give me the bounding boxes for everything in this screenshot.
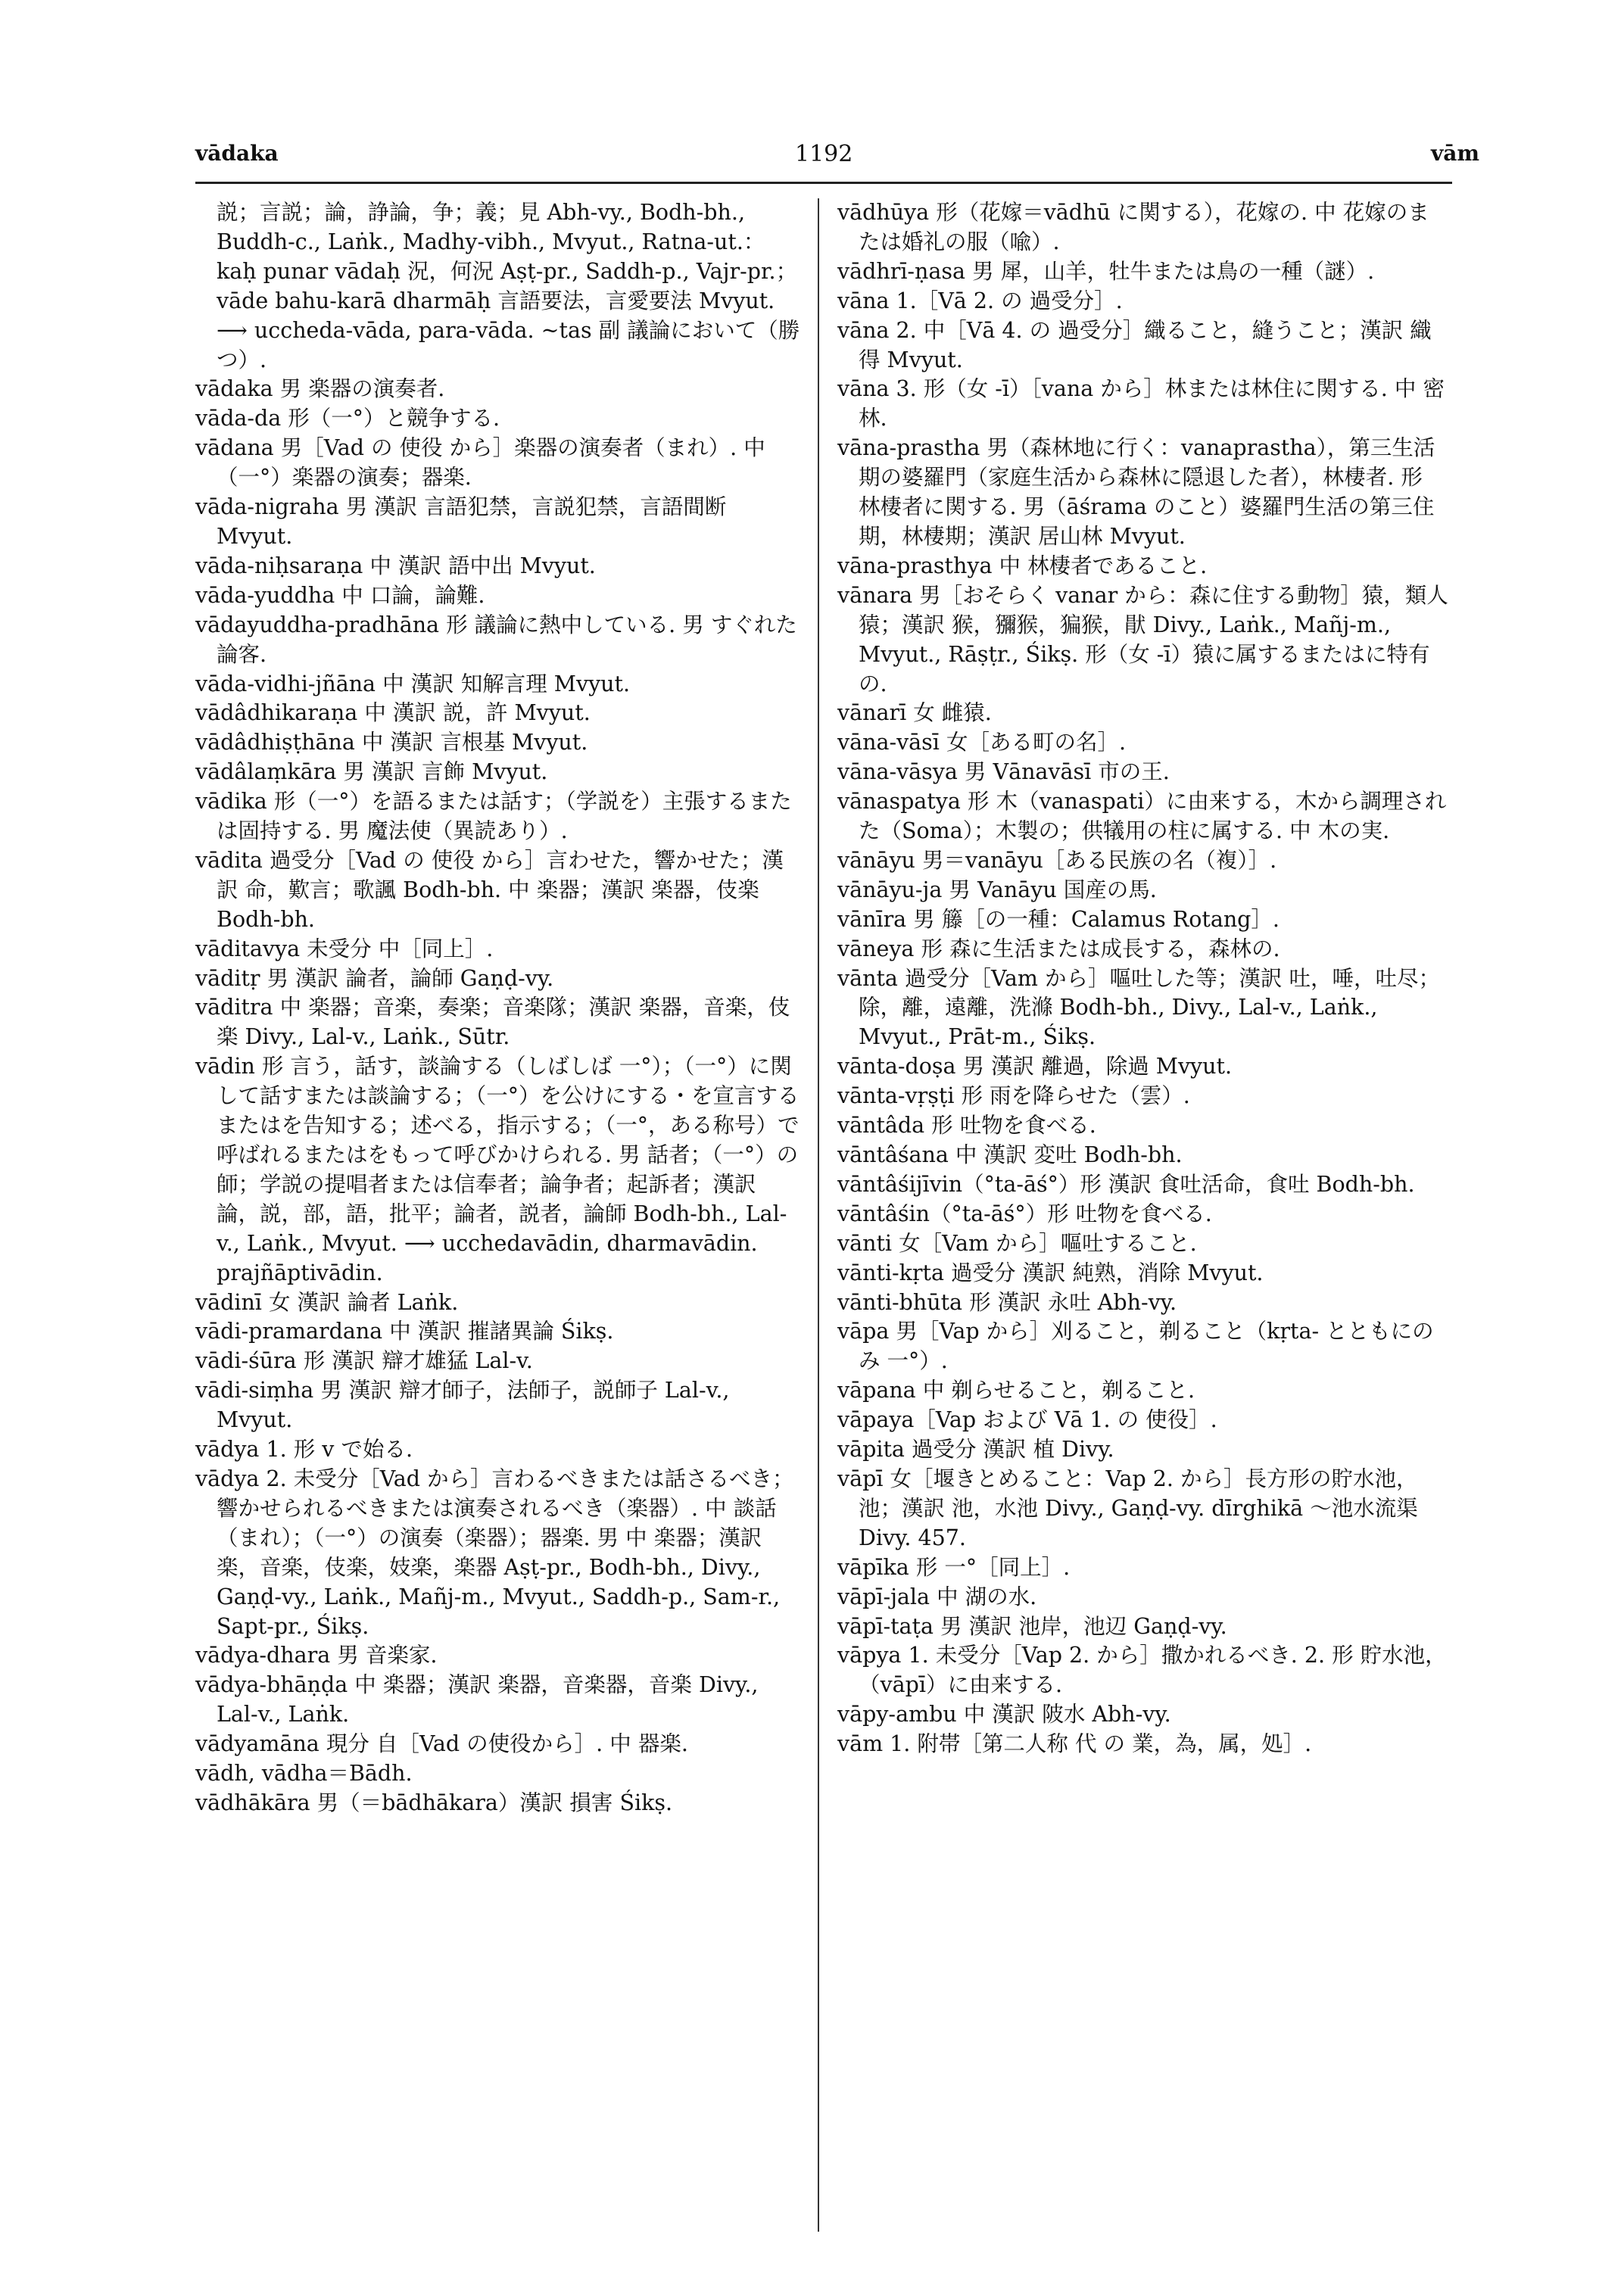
dictionary-entry: vādâdhikaraṇa 中 漢訳 説，許 Mvyut.	[195, 700, 591, 726]
dictionary-entry: vāda-niḥsaraṇa 中 漢訳 語中出 Mvyut.	[195, 553, 596, 578]
running-head-left: vādaka	[195, 141, 279, 166]
dictionary-entry: vānāyu-ja 男 Vanāyu 国産の馬.	[837, 877, 1157, 902]
dictionary-entry: vādinī 女 漢訳 論者 Laṅk.	[195, 1289, 459, 1315]
dictionary-entry: vādi-pramardana 中 漢訳 摧諸異論 Śikṣ.	[195, 1319, 614, 1344]
dictionary-entry: vāneya 形 森に生活または成長する，森林の.	[837, 936, 1280, 961]
dictionary-entry: vāna-prastha 男（森林地に行く：vanaprastha），第三生活期の婆羅門（家庭生活から森林に隠退した者），林棲者. 形 林棲者に関する. 男（āśrama のこと）婆羅門生活の第三住期，林棲期；漢訳 居山林 Mvyut.	[837, 435, 1435, 549]
dictionary-entry: vānta-vṛṣṭi 形 雨を降らせた（雲）.	[837, 1083, 1190, 1109]
dictionary-entry: vām 1. 附帯［第二人称 代 の 業，為，属，処］.	[837, 1731, 1312, 1757]
dictionary-entry: vāda-yuddha 中 口論，論難.	[195, 582, 485, 608]
dictionary-entry: vādi-śūra 形 漢訳 辯才雄猛 Lal-v.	[195, 1348, 533, 1374]
dictionary-entry: vāditra 中 楽器；音楽，奏楽；音楽隊；漢訳 楽器，音楽，伎楽 Divy., Lal-v., Laṅk., Sūtr.	[195, 995, 790, 1050]
dictionary-entry: vāpaya［Vap および Vā 1. の 使役］.	[837, 1407, 1217, 1433]
dictionary-entry: vādin 形 言う，話す，談論する（しばしば 一°）；（一°）に関して話すまたは談論する；（一°）を公けにする・を宣言するまたはを告知する；述べる，指示する；（一°，ある称号）で呼ばれるまたはをもって呼びかけられる. 男 話者；（一°）の師；学説の提唱者または信奉者；論争者；起訴者；漢訳 論，説，部，語，批平；論者，説者，論師 Bodh-bh., Lal-v., Laṅk., Mvyut. ⟶ ucchedavādin, dharmavādin. prajñāptivādin.	[195, 1054, 800, 1285]
dictionary-entry: vānti-kṛta 過受分 漢訳 純熟，消除 Mvyut.	[837, 1260, 1264, 1285]
dictionary-entry: vāditṛ 男 漢訳 論者，論師 Gaṇḍ-vy.	[195, 965, 554, 991]
column-divider	[818, 198, 819, 2232]
dictionary-entry: vāda-da 形（一°）と競争する.	[195, 406, 500, 431]
dictionary-entry: vādi-siṃha 男 漢訳 辯才師子，法師子，説師子 Lal-v., Mvyut.	[195, 1378, 730, 1433]
dictionary-entry: vāntâda 形 吐物を食べる.	[837, 1113, 1096, 1139]
dictionary-entry: vāpī 女［堰きとめること：Vap 2. から］長方形の貯水池，池；漢訳 池，水池 Divy., Gaṇḍ-vy. dīrghikā ～池水流渠 Divy. 457.	[837, 1466, 1418, 1550]
dictionary-entry: vāditavya 未受分 中［同上］.	[195, 936, 494, 961]
dictionary-entry: vāda-nigraha 男 漢訳 言語犯禁，言説犯禁，言語間断 Mvyut.	[195, 494, 727, 549]
page-number: 1192	[795, 141, 853, 167]
dictionary-entry: vāntâśana 中 漢訳 変吐 Bodh-bh.	[837, 1142, 1183, 1167]
running-head-right: vām	[1431, 141, 1480, 166]
dictionary-entry: vāpa 男［Vap から］刈ること，剃ること（kṛta- とともにのみ 一°）.	[837, 1319, 1434, 1374]
dictionary-entry: vānarī 女 雌猿.	[837, 700, 992, 726]
dictionary-entry: vānīra 男 籐［の一種：Calamus Rotang］.	[837, 906, 1280, 932]
dictionary-entry: vādaka 男 楽器の演奏者.	[195, 376, 445, 402]
dictionary-entry: vānti-bhūta 形 漢訳 永吐 Abh-vy.	[837, 1289, 1177, 1315]
dictionary-entry: vādya-dhara 男 音楽家.	[195, 1643, 438, 1668]
dictionary-entry: vādhrī-ṇasa 男 犀，山羊，牡牛または鳥の一種（謎）.	[837, 258, 1375, 284]
dictionary-entry: vādya 2. 未受分［Vad から］言わるべきまたは話さるべき；響かせられるべきまたは演奏されるべき（楽器）. 中 談話（まれ）；（一°）の演奏（楽器）；器楽. 男 中 楽器；漢訳 楽，音楽，伎楽，妓楽，楽器 Aṣṭ-pr., Bodh-bh., Divy., Gaṇḍ-vy., Laṅk., Mañj-m., Mvyut., Saddh-p., Sam-r., Sapt-pr., Śikṣ.	[195, 1466, 794, 1639]
dictionary-entry: vāpī-jala 中 湖の水.	[837, 1584, 1037, 1609]
header-rule	[195, 182, 1452, 184]
dictionary-entry: vāntâśijīvin（°ta-āś°）形 漢訳 食吐活命，食吐 Bodh-bh.	[837, 1171, 1415, 1197]
dictionary-entry: vānāyu 男＝vanāyu［ある民族の名（複）］.	[837, 847, 1277, 873]
dictionary-entry: vāpīka 形 一°［同上］.	[837, 1554, 1071, 1580]
dictionary-entry: vānta-doṣa 男 漢訳 離過，除過 Mvyut.	[837, 1054, 1233, 1080]
dictionary-entry: vāpita 過受分 漢訳 植 Divy.	[837, 1437, 1114, 1463]
right-column	[837, 198, 1451, 1759]
dictionary-entry: vānta 過受分［Vam から］嘔吐した等；漢訳 吐，唾，吐尽；除，離，遠離，洗滌 Bodh-bh., Divy., Lal-v., Laṅk., Mvyut., Prāt-m., Śikṣ.	[837, 965, 1441, 1050]
dictionary-entry: vāpana 中 剃らせること，剃ること.	[837, 1378, 1195, 1404]
left-column	[195, 198, 801, 1818]
dictionary-entry: vādayuddha-pradhāna 形 議論に熱中している. 男 すぐれた論客.	[195, 612, 797, 667]
dictionary-entry: vādh, vādha＝Bādh.	[195, 1761, 413, 1787]
dictionary-entry: vāna 2. 中［Vā 4. の 過受分］織ること，縫うこと；漢訳 織得 Mvyut.	[837, 317, 1432, 372]
dictionary-entry: vāda-vidhi-jñāna 中 漢訳 知解言理 Mvyut.	[195, 671, 631, 696]
dictionary-entry: 説；言説；論，諍論，争；義；見 Abh-vy., Bodh-bh., Buddh-c., Laṅk., Madhy-vibh., Mvyut., Ratna-ut.：kaḥ punar vādaḥ 況，何況 Aṣṭ-pr., Saddh-p., Vajr-pr.；vāde bahu-karā dharmāḥ 言語要法，言愛要法 Mvyut. ⟶ uccheda-vāda, para-vāda. ~tas 副 議論において（勝つ）.	[217, 200, 800, 372]
dictionary-entry: vāna-vāsya 男 Vānavāsī 市の王.	[837, 759, 1170, 785]
dictionary-entry: vādyamāna 現分 自［Vad の使役から］. 中 器楽.	[195, 1731, 688, 1757]
dictionary-entry: vādhākāra 男（＝bādhākara）漢訳 損害 Śikṣ.	[195, 1790, 673, 1815]
dictionary-entry: vāpya 1. 未受分［Vap 2. から］撒かれるべき. 2. 形 貯水池，（vāpī）に由来する.	[837, 1643, 1447, 1698]
dictionary-entry: vānti 女［Vam から］嘔吐すること.	[837, 1230, 1197, 1256]
dictionary-entry: vāna 3. 形（女 -ī）［vana から］林または林住に関する. 中 密林.	[837, 376, 1445, 431]
dictionary-entry: vāpy-ambu 中 漢訳 陂水 Abh-vy.	[837, 1702, 1171, 1728]
dictionary-entry: vādâdhiṣṭhāna 中 漢訳 言根基 Mvyut.	[195, 730, 588, 756]
dictionary-entry: vāna-vāsī 女［ある町の名］.	[837, 730, 1127, 756]
dictionary-entry: vānaspatya 形 木（vanaspati）に由来する，木から調理された（Soma）；木製の；供犠用の柱に属する. 中 木の実.	[837, 789, 1447, 844]
dictionary-entry: vādita 過受分［Vad の 使役 から］言わせた，響かせた；漢訳 命，歎言；歌諷 Bodh-bh. 中 楽器；漢訳 楽器，伎楽 Bodh-bh.	[195, 847, 784, 932]
dictionary-entry: vāpī-taṭa 男 漢訳 池岸，池辺 Gaṇḍ-vy.	[837, 1613, 1227, 1639]
dictionary-entry: vāna-prasthya 中 林棲者であること.	[837, 553, 1208, 578]
dictionary-entry: vāntâśin（°ta-āś°）形 吐物を食べる.	[837, 1201, 1212, 1226]
dictionary-entry: vādya 1. 形 v で始る.	[195, 1437, 413, 1463]
dictionary-entry: vādana 男［Vad の 使役 から］楽器の演奏者（まれ）. 中（一°）楽器の演奏；器楽.	[195, 435, 765, 491]
dictionary-entry: vādika 形（一°）を語るまたは話す；（学説を）主張するまたは固持する. 男 魔法使（異読あり）.	[195, 789, 792, 844]
dictionary-entry: vānara 男［おそらく vanar から：森に住する動物］猿，類人猿；漢訳 猴，獼猴，猵猴，猒 Divy., Laṅk., Mañj-m., Mvyut., Rāṣṭr., Śikṣ. 形（女 -ī）猿に属するまたはに特有の.	[837, 582, 1448, 696]
dictionary-entry: vādhūya 形（花嫁＝vādhū に関する），花嫁の. 中 花嫁のまたは婚礼の服（喩）.	[837, 200, 1429, 254]
dictionary-entry: vādâlaṃkāra 男 漢訳 言飾 Mvyut.	[195, 759, 548, 785]
dictionary-entry: vāna 1.［Vā 2. の 過受分］.	[837, 288, 1123, 313]
dictionary-entry: vādya-bhāṇḍa 中 楽器；漢訳 楽器，音楽器，音楽 Divy., Lal-v., Laṅk.	[195, 1672, 759, 1728]
